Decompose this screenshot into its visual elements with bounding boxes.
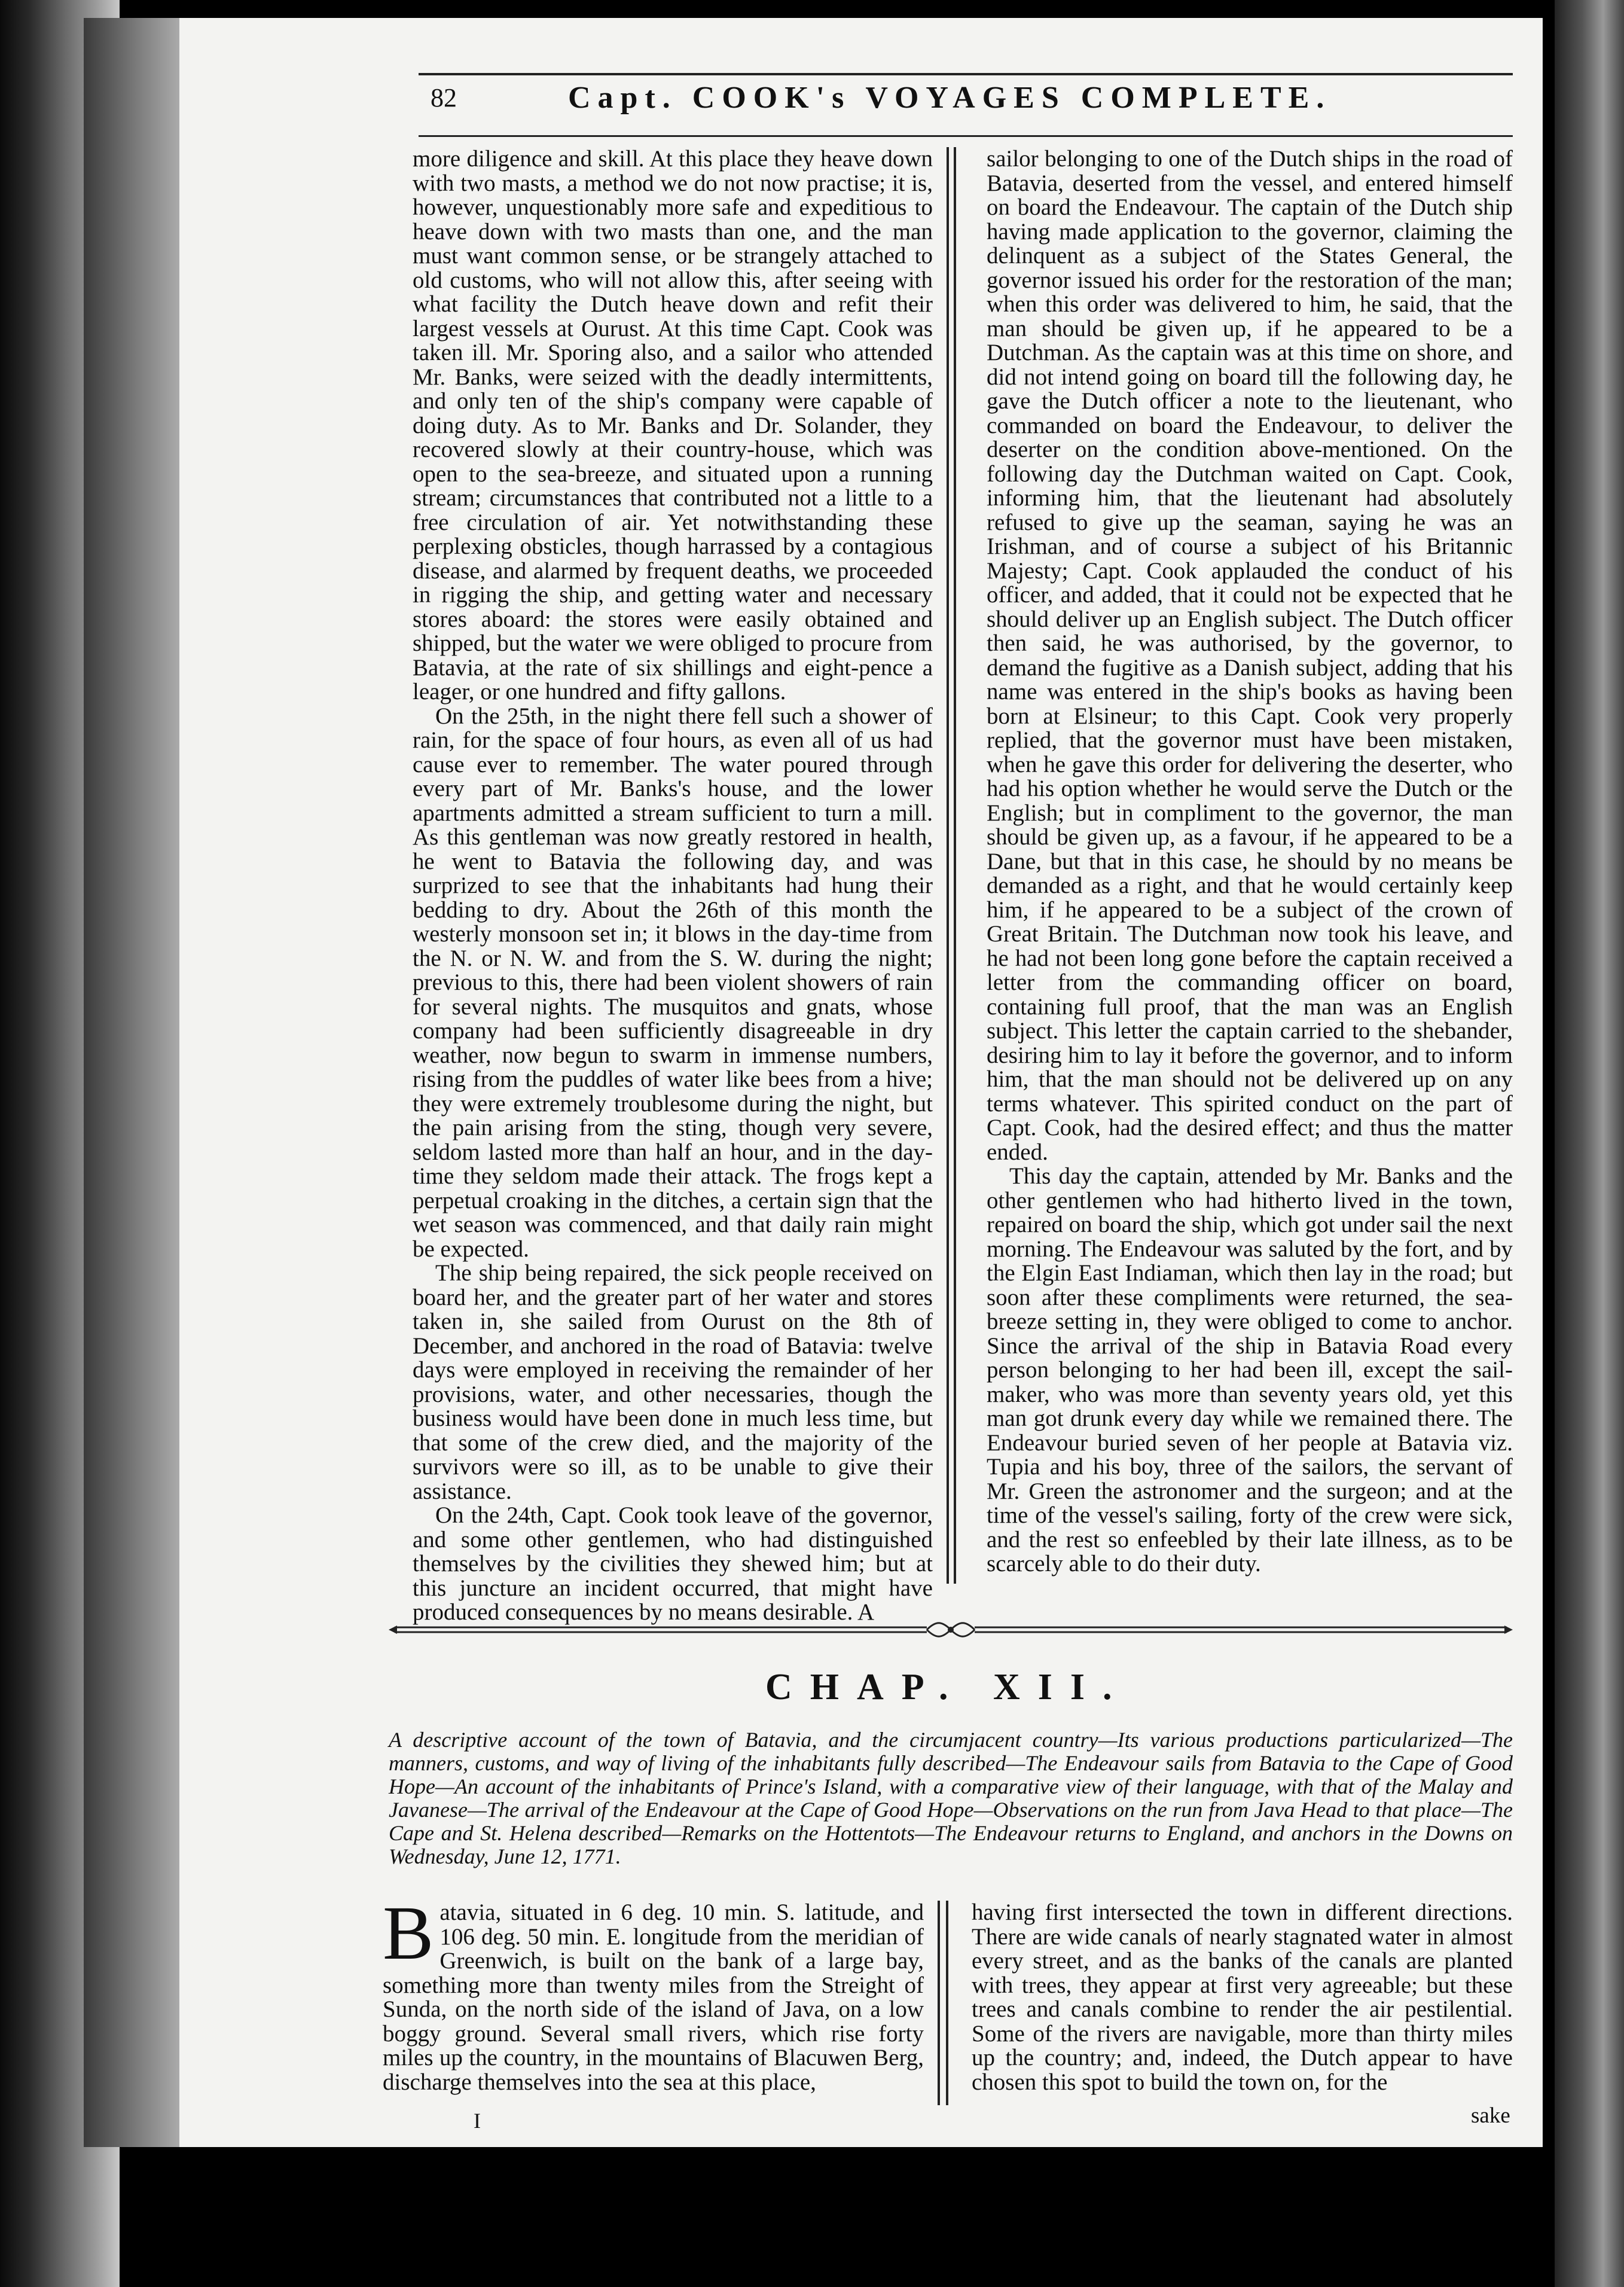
- running-head: Capt. COOK's VOYAGES COMPLETE.: [568, 81, 1332, 115]
- paragraph: On the 24th, Capt. Cook took leave of the governor, and some other gentlemen, who had distinguished themselves by the civilities they shewed him; but at this juncture an incident occurred, that might have produced consequences by no means desirable. A: [413, 1502, 933, 1625]
- paragraph-text: atavia, situated in 6 deg. 10 min. S. latitude, and 106 deg. 50 min. E. longitude from the meridian of Greenwich, is built on the bank of a large bay, something more than twenty miles from the Streight of Sunda, on the north side of the island of Java, on a low boggy ground. Several small rivers, which rise forty miles up the country, in the mountains of Blacuwen Berg, discharge themselves into the sea at this place,: [383, 1899, 924, 2095]
- column-divider: [954, 147, 956, 1584]
- paragraph: On the 25th, in the night there fell such a shower of rain, for the space of four hours, as even all of us had cause ever to remember. The water poured through every part of Mr. Banks's house, and the lower apartments admitted a stream sufficient to turn a mill. As this gentleman was now greatly restored in health, he went to Batavia the following day, and was surprized to see that the inhabitants had hung their bedding to dry. About the 26th of this month the westerly monsoon set in; it blows in the day-time from the N. or N. W. and from the S. W. during the night; previous to this, there had been violent showers of rain for several nights. The musquitos and gnats, whose company had been sufficiently disagreeable in dry weather, now begun to swarm in immense numbers, rising from the puddles of water like bees from a hive; they were extremely troublesome during the night, but the pain arising from the sting, though very severe, seldom lasted more than half an hour, and in the day-time they seldom made their attack. The frogs kept a perpetual croaking in the ditches, a certain sign that the wet season was commenced, and that daily rain might be expected.: [413, 703, 933, 1262]
- paragraph: The ship being repaired, the sick people received on board her, and the greater part of her water and stores taken in, she sailed from Ourust on the 8th of December, and anchored in the road of Batavia: twelve days were employed in receiving the remainder of her provisions, water, and other necessaries, though the business would have been done in much less time, but that some of the crew died, and the majority of the survivors were so ill, as to be unable to give their assistance.: [413, 1260, 933, 1504]
- paragraph: [383, 1890, 924, 2095]
- lower-left-column: [383, 1890, 924, 2095]
- header-rule: [419, 135, 1513, 137]
- paragraph: having first intersected the town in different directions. There are wide canals of nearly stagnated water in almost every street, and as the banks of the canals are planted with trees, they appear at first very agreeable; but these trees and canals combine to render the air pestilential. Some of the rivers are navigable, more than thirty miles up the country; and, indeed, the Dutch appear to have chosen this spot to build the town on, for the: [972, 1899, 1513, 2095]
- page-number: 82: [431, 83, 457, 112]
- signature-mark: I: [474, 2109, 481, 2133]
- lower-right-column: [972, 1901, 1513, 2094]
- header-rule: [419, 73, 1513, 75]
- column-divider: [938, 1901, 940, 2105]
- catchword: sake: [1471, 2103, 1510, 2128]
- right-column: [987, 147, 1513, 1576]
- chapter-heading: CHAP. XII.: [765, 1667, 1130, 1707]
- chapter-summary: A descriptive account of the town of Batavia, and the circumjacent country—Its various productions particularized—The manners, customs, and way of living of the inhabitants fully described—The Endeavour sails from Batavia to the Cape of Good Hope—An account of the inhabitants of Prince's Island, with a comparative view of their language, with that of the Malay and Javanese—The arrival of the Endeavour at the Cape of Good Hope—Observations on the run from Java Head to that place—The Cape and St. Helena described—Remarks on the Hottentots—The Endeavour returns to England, and anchors in the Downs on Wednesday, June 12, 1771.: [389, 1728, 1513, 1868]
- scan-edge: [1555, 0, 1624, 2287]
- left-column: [413, 147, 933, 1625]
- ornamental-rule: [389, 1618, 1513, 1642]
- paragraph: sailor belonging to one of the Dutch ships in the road of Batavia, deserted from the vessel, and entered himself on board the Endeavour. The captain of the Dutch ship having made application to the governor, claiming the delinquent as a subject of the States General, the governor issued his order for the restoration of the man; when this order was delivered to him, he said, that the man should be given up, if he appeared to be a Dutchman. As the captain was at this time on shore, and did not intend going on board till the following day, he gave the Dutch officer a note to the lieutenant, who commanded on board the Endeavour, to deliver the deserter on the condition above-mentioned. On the following day the Dutchman waited on Capt. Cook, informing him, that the lieutenant had absolutely refused to give up the seaman, saying he was an Irishman, and of course a subject of his Britannic Majesty; Capt. Cook applauded the conduct of his officer, and added, that it could not be expected that he should deliver up an English subject. The Dutch officer then said, he was authorised, by the governor, to demand the fugitive as a Danish subject, adding that his name was entered in the ship's books as having been born at Elsineur; to this Capt. Cook very properly replied, that the governor must have been mistaken, when he gave this order for delivering the deserter, who had his option whether he would serve the Dutch or the English; but in compliment to the governor, the man should be given up, as a favour, if he appeared to be a Dane, but that in this case, he should by no means be demanded as a right, and that he would certainly keep him, if he appeared to be a subject of the crown of Great Britain. The Dutchman now took his leave, and he had not been long gone before the captain received a letter from the commanding officer on board, containing full proof, that the man was an English subject. This letter the captain carried to the shebander, desiring him to lay it before the governor, and to inform him, that the man should not be delivered up on any terms whatever. This spirited conduct on the part of Capt. Cook, had the desired effect; and thus the matter ended.: [987, 146, 1513, 1165]
- paragraph: more diligence and skill. At this place they heave down with two masts, a method we do not now practise; it is, however, unquestionably more safe and expeditious to heave down with two masts than one, and the man must want common sense, or be strangely attached to old customs, who will not allow this, after seeing with what facility the Dutch heave down and refit their largest vessels at Ourust. At this time Capt. Cook was taken ill. Mr. Sporing also, and a sailor who attended Mr. Banks, were seized with the deadly intermittents, and only ten of the ship's company were capable of doing duty. As to Mr. Banks and Dr. Solander, they recovered slowly at their country-house, which was open to the sea-breeze, and situated upon a running stream; circumstances that contributed not a little to a free circulation of air. Yet notwithstanding these perplexing obsticles, though harrassed by a contagious disease, and alarmed by frequent deaths, we proceeded in rigging the ship, and getting water and necessary stores aboard: the stores were easily obtained and shipped, but the water we were obliged to procure from Batavia, at the rate of six shillings and eight-pence a leager, or one hundred and fifty gallons.: [413, 146, 933, 705]
- column-divider: [947, 147, 949, 1584]
- drop-cap: B: [383, 1890, 434, 1975]
- paragraph: This day the captain, attended by Mr. Banks and the other gentlemen who had hitherto lived in the town, repaired on board the ship, which got under sail the next morning. The Endeavour was saluted by the fort, and by the Elgin East Indiaman, which then lay in the road; but soon after these compliments were returned, the sea-breeze setting in, they were obliged to come to anchor. Since the arrival of the ship in Batavia Road every person belonging to her had been ill, except the sail-maker, who was more than seventy years old, yet this man got drunk every day while we remained there. The Endeavour buried seven of her people at Batavia viz. Tupia and his boy, three of the sailors, the servant of Mr. Green the astronomer and the surgeon; and at the time of the vessel's sailing, forty of the crew were sick, and the rest so enfeebled by their late illness, as to be scarcely able to do their duty.: [987, 1163, 1513, 1576]
- column-divider: [946, 1901, 948, 2105]
